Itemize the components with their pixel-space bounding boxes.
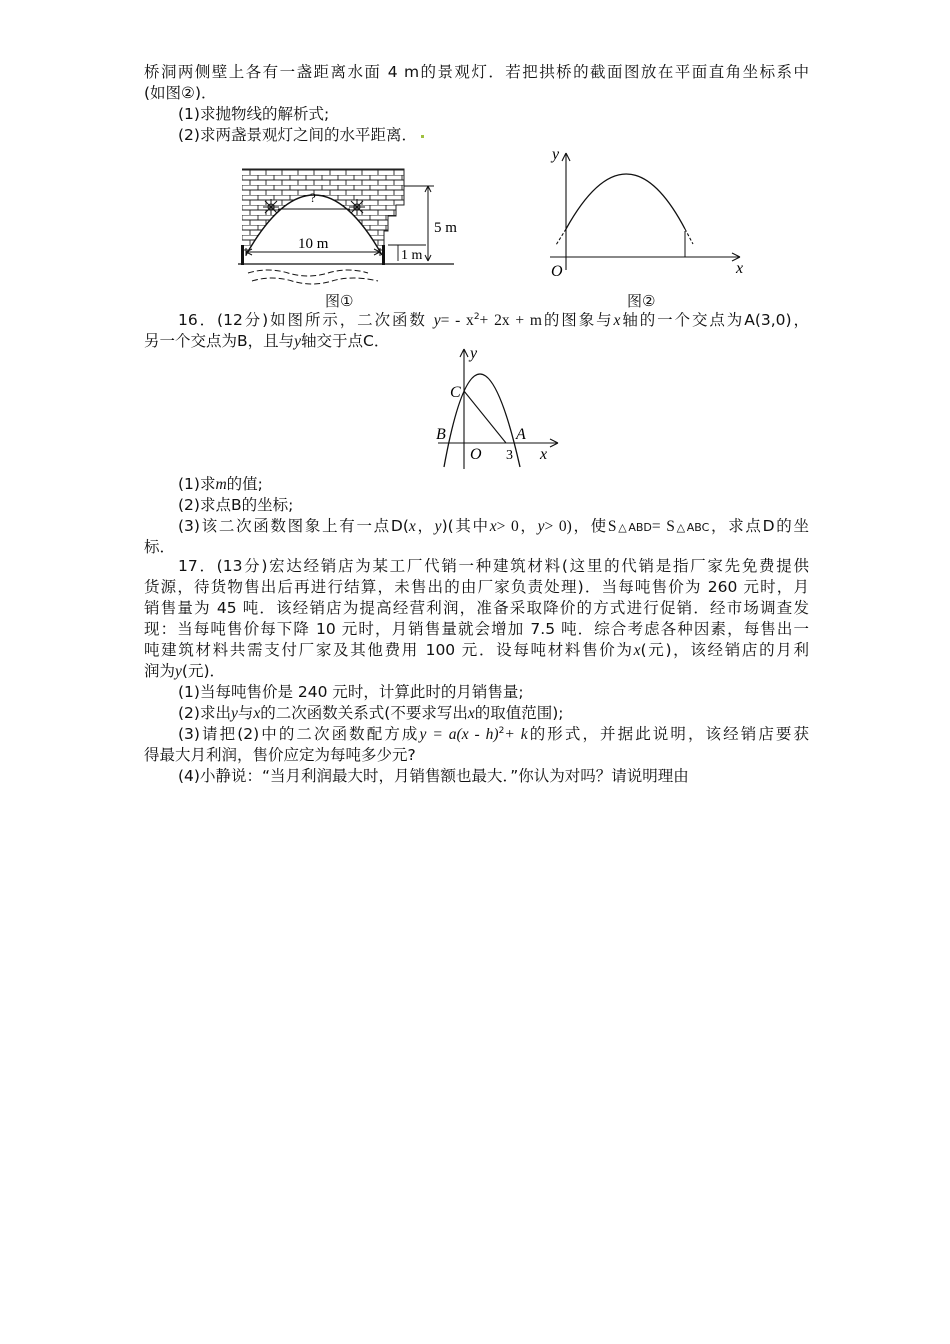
p16-q3-b: )(其中 bbox=[441, 517, 490, 535]
p16-eq-rest: = - x bbox=[440, 312, 474, 329]
p17-question-3 bbox=[178, 724, 809, 745]
tick-3-label: 3 bbox=[506, 448, 513, 463]
p16-q3-eq: = S bbox=[651, 518, 675, 535]
p16-question-1 bbox=[178, 474, 809, 495]
p16-line2-a: 另一个交点为B，且与 bbox=[144, 332, 295, 350]
p16-q3-cond1: x bbox=[489, 518, 497, 535]
p17-q2-b: 与 bbox=[237, 704, 254, 722]
question-mark-label: ? bbox=[310, 190, 316, 205]
p16-q1-m: m bbox=[215, 476, 227, 493]
y-axis-label: y bbox=[470, 345, 478, 362]
p17-line4: 现：当每吨售价每下降 10 元时，月销售量就会增加 7.5 吨．综合考虑各种因素，每售出一 bbox=[144, 620, 809, 638]
p17-l6-y: y bbox=[175, 663, 182, 680]
p17-q2-x2: x bbox=[467, 705, 475, 722]
water-waves bbox=[248, 270, 378, 284]
p16-text-c: 轴的一个交点为A(3,0)， bbox=[620, 311, 809, 329]
p16-q3-x: x bbox=[408, 518, 416, 535]
p16-question-2: (2)求点B的坐标; bbox=[178, 496, 294, 514]
p16-y-var: y bbox=[294, 333, 302, 350]
point-C-label: C bbox=[450, 384, 461, 401]
p17-line6 bbox=[144, 661, 809, 682]
p16-q3-gt1: > 0， bbox=[496, 518, 538, 535]
p16-q3-sub1: △ABD bbox=[616, 521, 652, 534]
p17-question-2 bbox=[178, 703, 809, 724]
p17-line2: 货源，待货物售出后再进行结算，未售出的由厂家负责处理)．当每吨售价为 260 元时，月 bbox=[144, 578, 809, 596]
height-label: 5 m bbox=[434, 220, 457, 236]
p17-question-3-line2: 得最大月利润，售价应定为每吨多少元? bbox=[144, 746, 416, 764]
p16-eq-tail: + 2x + m bbox=[479, 312, 542, 329]
p15-intro-line1: 桥洞两侧壁上各有一盏距离水面 4 m的景观灯．若把拱桥的截面图放在平面直角坐标系中 bbox=[144, 63, 809, 81]
p15-question-1: (1)求抛物线的解析式; bbox=[178, 105, 330, 123]
x-axis-label: x bbox=[736, 260, 744, 277]
figure-2-caption: 图② bbox=[627, 292, 656, 310]
p16-q3-gt2: > 0)，使S bbox=[544, 518, 617, 535]
p17-q2-d: 的取值范围); bbox=[474, 704, 564, 722]
p17-q2-c: 的二次函数关系式(不要求写出 bbox=[260, 704, 468, 722]
p17-q2-x: x bbox=[253, 705, 261, 722]
figure-1-arch-bridge bbox=[238, 145, 458, 285]
figure-2-coordinate-plot bbox=[530, 145, 750, 285]
p16-question-3-line2: 标． bbox=[144, 538, 176, 556]
p16-text-a: 如图所示，二次函数 bbox=[268, 311, 427, 329]
p16-x-var: x bbox=[613, 312, 621, 329]
p15-intro-line2: (如图②)． bbox=[144, 84, 217, 102]
width-label: 10 m bbox=[298, 236, 329, 252]
p17-l5-x: x bbox=[633, 642, 641, 659]
p15-question-2 bbox=[178, 125, 809, 145]
p16-q3-y: y bbox=[434, 518, 442, 535]
p17-q2-y: y bbox=[230, 705, 238, 722]
p16-eq-y: y bbox=[433, 312, 441, 329]
p16-q3-sub2: △ABC bbox=[674, 521, 710, 534]
p16-line2-b: 轴交于点C． bbox=[301, 332, 390, 350]
lamp-left bbox=[263, 199, 279, 215]
p17-question-1: (1)当每吨售价是 240 元时，计算此时的月销售量; bbox=[178, 683, 524, 701]
origin-label: O bbox=[551, 263, 563, 280]
p15-question-2-text: (2)求两盏景观灯之间的水平距离． bbox=[178, 126, 417, 144]
p17-q3-b: 的形式，并据此说明，该经销店要获 bbox=[527, 725, 809, 743]
p17-q3-exp: 2 bbox=[498, 726, 505, 736]
p16-q1-a: (1)求 bbox=[178, 475, 216, 493]
stray-mark bbox=[421, 135, 424, 138]
point-B-label: B bbox=[436, 426, 446, 443]
p16-q1-b: 的值; bbox=[226, 475, 263, 493]
p16-text-b: 的图象与 bbox=[541, 311, 614, 329]
point-A-label: A bbox=[516, 426, 526, 443]
parabola-curve bbox=[566, 174, 685, 229]
p16-q3-comma: ， bbox=[415, 517, 435, 535]
p17-l5-a: 吨建筑材料共需支付厂家及其他费用 100 元．设每吨材料售价为 bbox=[144, 641, 634, 659]
x-axis-label: x bbox=[540, 446, 548, 463]
p16-eq-exp: 2 bbox=[473, 312, 480, 322]
side-label: 1 m bbox=[401, 248, 423, 263]
p16-number: 16．(12分) bbox=[178, 311, 269, 329]
p17-q3-formula-b: + k bbox=[504, 726, 528, 743]
p16-question-3 bbox=[178, 516, 809, 538]
p17-q2-a: (2)求出 bbox=[178, 704, 231, 722]
p17-q3-a: (3)请把(2)中的二次函数配方成 bbox=[178, 725, 420, 743]
p17-line5 bbox=[144, 640, 809, 661]
figure-1-caption: 图① bbox=[325, 292, 354, 310]
origin-label: O bbox=[470, 446, 482, 463]
p17-line3: 销售量为 45 吨．该经销店为提高经营利润，准备采取降价的方式进行促销．经市场调查发 bbox=[144, 599, 809, 617]
p16-q3-c: ，求点D的坐 bbox=[709, 517, 809, 535]
p17-l5-b: (元)，该经销店的月利 bbox=[640, 641, 809, 659]
figure-3-parabola bbox=[430, 345, 570, 470]
p17-l6-a: 润为 bbox=[144, 662, 176, 680]
lamp-right bbox=[349, 199, 365, 215]
p16-line1 bbox=[178, 310, 809, 331]
p16-q3-a: (3)该二次函数图象上有一点D( bbox=[178, 517, 409, 535]
p17-line1: 17．(13分)宏达经销店为某工厂代销一种建筑材料(这里的代销是指厂家先免费提供 bbox=[178, 557, 809, 575]
p17-q3-formula: y = a(x - h) bbox=[419, 726, 499, 743]
p17-question-4: (4)小静说：“当月利润最大时，月销售额也最大．”你认为对吗？请说明理由 bbox=[178, 767, 689, 785]
p16-q3-cond2: y bbox=[537, 518, 545, 535]
y-axis-label: y bbox=[552, 146, 560, 163]
p17-l6-b: (元)． bbox=[181, 662, 226, 680]
